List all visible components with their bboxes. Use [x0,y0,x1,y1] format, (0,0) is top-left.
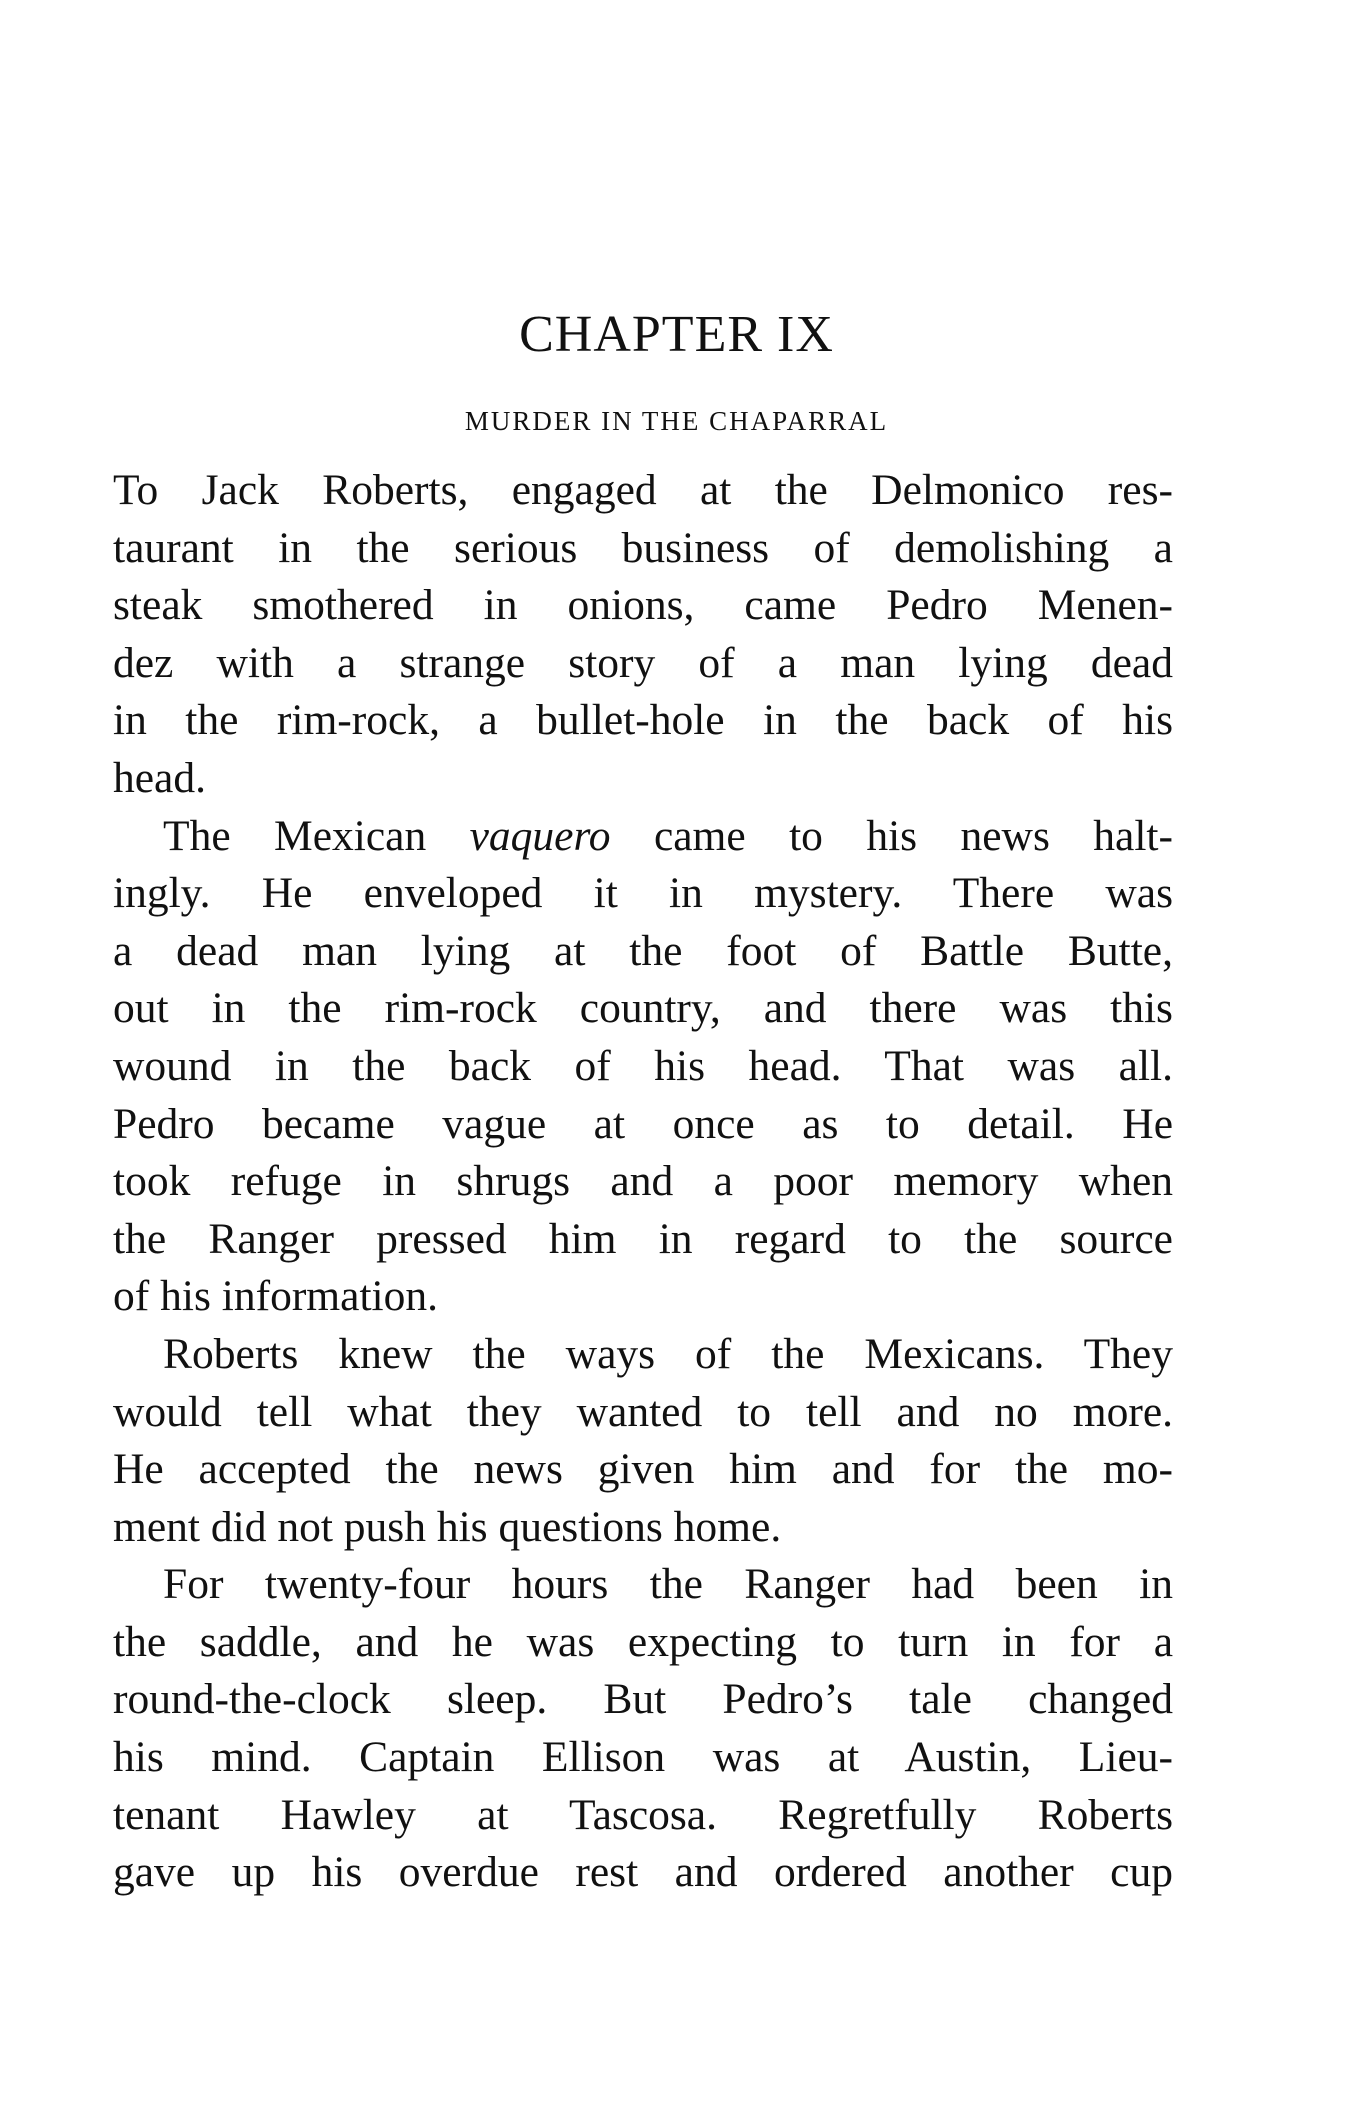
body-text [113,462,1173,1902]
text-line: would tell what they wanted to tell and no more. [113,1387,1173,1436]
paragraph-1 [113,462,1173,808]
italic-word: vaquero [469,811,611,860]
text-line: a dead man lying at the foot of Battle Butte, [113,926,1173,975]
paragraph-3 [113,1326,1173,1556]
text-line: steak smothered in onions, came Pedro Menen- [113,581,1173,630]
text-line: taurant in the serious business of demolishing a [113,523,1173,572]
text-line [113,808,1173,866]
text-line: out in the rim-rock country, and there was this [113,984,1173,1033]
text-line: round-the-clock sleep. But Pedro’s tale changed [113,1675,1173,1724]
text-line: in the rim-rock, a bullet-hole in the back of his [113,696,1173,745]
text-line: his mind. Captain Ellison was at Austin, Lieu- [113,1733,1173,1782]
chapter-title: CHAPTER IX [519,306,834,363]
chapter-subtitle: MURDER IN THE CHAPARRAL [464,406,889,436]
paragraph-2 [113,808,1173,1326]
text-line: ment did not push his questions home. [113,1502,782,1551]
text-line: head. [113,753,206,802]
text-run: came to his news halt- [610,811,1173,860]
text-line: tenant Hawley at Tascosa. Regretfully Roberts [113,1790,1173,1839]
text-line: He accepted the news given him and for the mo- [113,1445,1173,1494]
paragraph-4 [113,1556,1173,1902]
text-line: the Ranger pressed him in regard to the source [113,1214,1173,1263]
text-line: of his information. [113,1272,438,1321]
text-line: took refuge in shrugs and a poor memory when [113,1157,1173,1206]
text-line: gave up his overdue rest and ordered another cup [113,1848,1173,1897]
text-line: ingly. He enveloped it in mystery. There was [113,869,1173,918]
text-line: Roberts knew the ways of the Mexicans. They [163,1329,1173,1378]
text-line: the saddle, and he was expecting to turn in for a [113,1617,1173,1666]
text-line: For twenty-four hours the Ranger had been in [163,1560,1173,1609]
text-line: wound in the back of his head. That was all. [113,1041,1173,1090]
text-line: To Jack Roberts, engaged at the Delmonico res- [113,466,1173,514]
text-line: Pedro became vague at once as to detail. He [113,1099,1173,1148]
text-line: dez with a strange story of a man lying dead [113,638,1173,687]
text-run: The Mexican [163,811,470,860]
